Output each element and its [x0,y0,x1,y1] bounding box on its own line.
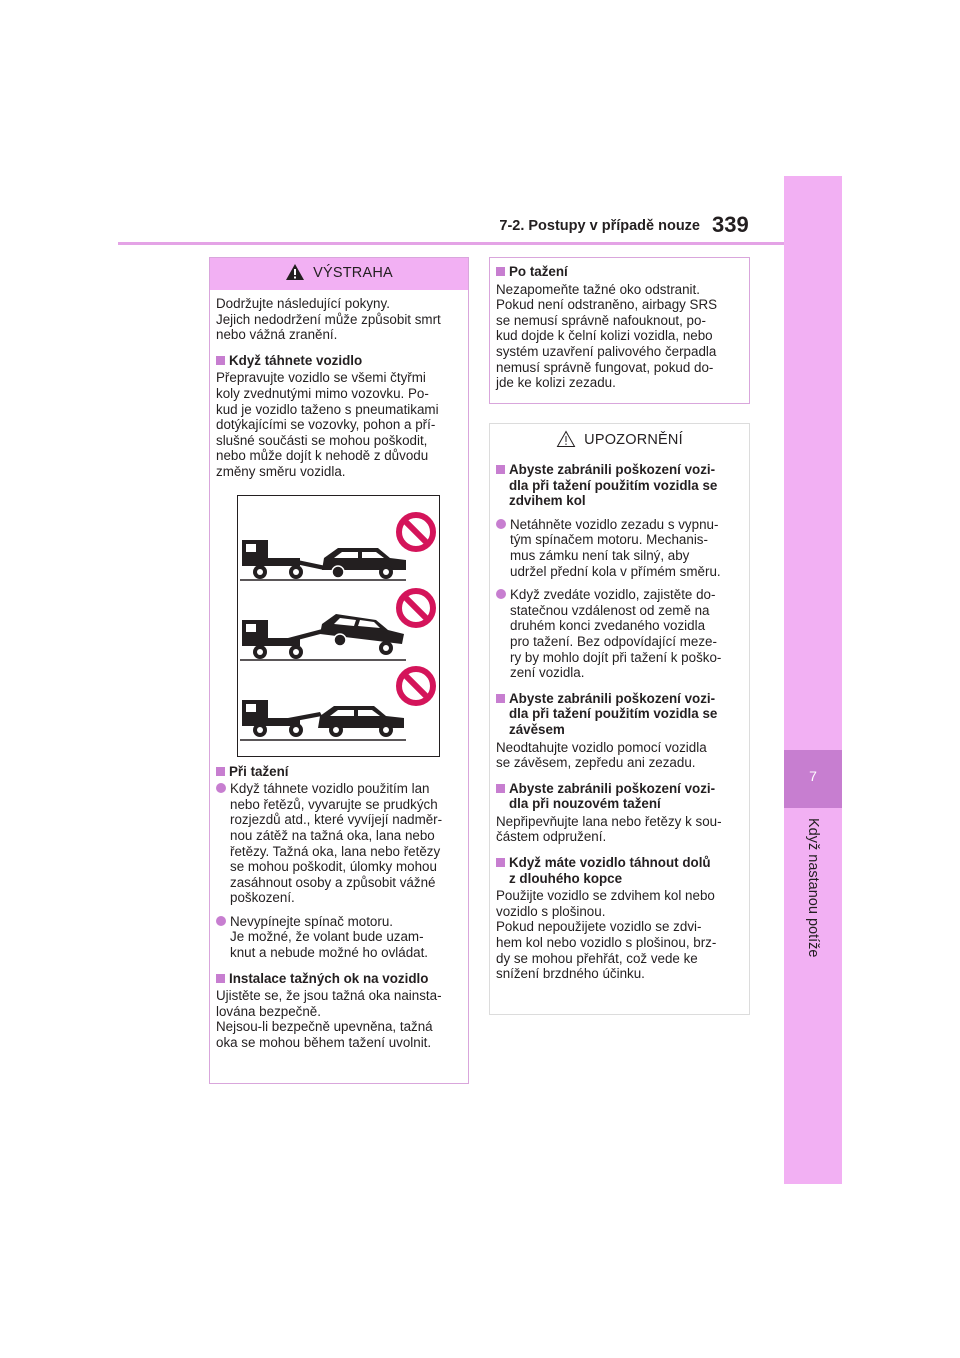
text-line: nou zátěž na tažná oka, lana nebo [230,827,435,843]
text-line: poškození. [230,890,295,906]
section-heading [216,971,462,987]
square-bullet-icon [216,767,225,776]
section-heading-text: Při tažení [229,763,289,779]
round-bullet-icon [216,783,226,793]
text-line: knut a nebude možné ho ovládat. [230,945,429,961]
heading-line: Abyste zabránili poškození vozi- [509,780,716,796]
square-bullet-icon [496,267,505,276]
text-line: Ujistěte se, že jsou tažná oka nainsta- [216,988,442,1004]
tow-row-1 [240,515,433,580]
towing-illustration [237,495,440,757]
warning-box-header [210,258,468,290]
text-line: ry by mohlo dojít při tažení k poško- [510,649,722,665]
tow-truck-icon [242,620,328,659]
tow-truck-icon [242,540,326,579]
text-line: udržel přední kola v přímém směru. [510,563,721,579]
text-line: tým spínačem motoru. Mechanis- [510,532,708,548]
text-line: Když zvedáte vozidlo, zajistěte do- [510,587,716,603]
section-heading [216,764,462,780]
text-line: nebo může dojít k nehodě z důvodu [216,448,429,464]
section-heading [496,264,743,280]
section-text [216,370,462,479]
text-line: Nezapomeňte tažné oko odstranit. [496,281,700,297]
car-icon [320,614,404,655]
text-line: mus zámku není tak silný, aby [510,547,690,563]
text-line: Pokud není odstraněno, airbagy SRS [496,297,718,313]
section-heading [216,353,462,369]
text-line: Nepřipevňujte lana nebo řetězy k sou- [496,813,722,829]
text-line: Neodtahujte vozidlo pomocí vozidla [496,739,707,755]
car-icon [318,706,404,737]
text-line: hem kol nebo vozidlo s plošinou, brz- [496,935,717,951]
car-icon [322,548,406,579]
section-text [496,814,743,845]
text-line: řetězy. Tažná oka, lana nebo řetězy [230,843,441,859]
text-line: se nemusí správně nafouknout, po- [496,312,706,328]
warning-intro-line: Jejich nedodržení může způsobit smrt [216,311,441,327]
text-line: jde ke kolizi zezadu. [496,375,616,391]
page-number: 339 [712,212,749,237]
square-bullet-icon [496,784,505,793]
square-bullet-icon [216,356,225,365]
heading-line: dla při tažení použitím vozidla se [509,477,718,493]
chapter-number: 7 [809,768,817,784]
notice-box [489,423,750,1015]
warning-intro-line: Dodržujte následující pokyny. [216,296,390,311]
bullet-item [216,781,462,906]
tow-row-3 [240,669,433,740]
text-line: kud dojde k čelní kolizi vozidla, nebo [496,328,713,344]
text-line: zení vozidla. [510,665,585,681]
round-bullet-icon [496,519,506,529]
text-line: nebo řetězů, vyvarujte se prudkých [230,796,438,812]
round-bullet-icon [216,916,226,926]
heading-line: z dlouhého kopce [509,870,623,886]
text-line: rozjezdů atd., které vyvíjejí nadměr- [230,812,443,828]
text-line: změny směru vozidla. [216,463,346,479]
text-line: dotýkajícími se vozovky, pohon a pří- [216,417,436,433]
text-line: Je možné, že volant bude uzam- [230,929,424,945]
text-line: Pokud nepoužijete vozidlo se zdvi- [496,919,702,935]
after-towing-box [489,257,750,404]
warning-triangle-icon [285,263,305,286]
bullet-item [496,587,743,681]
text-line: dy se mohou přehřát, což vede ke [496,950,698,966]
chapter-title: Když nastanou potíže [805,818,821,958]
text-line: zasáhnout osoby a způsobit vážné [230,874,436,890]
text-line: slušné součásti se mohou poškodit, [216,432,428,448]
text-line: nemusí správně fungovat, pokud do- [496,359,714,375]
text-line: Netáhněte vozidlo zezadu s vypnu- [510,516,719,532]
section-heading [496,855,743,886]
text-line: snížení brzdného účinku. [496,966,645,982]
section-text [496,282,743,391]
square-bullet-icon [216,974,225,983]
section-text [216,988,462,1050]
bullet-item [496,517,743,579]
text-line: koly zvednutými mimo vozovku. Po- [216,385,429,401]
warning-heading: VÝSTRAHA [313,265,393,282]
heading-line: dla při nouzovém tažení [509,796,661,812]
text-line: systém uzavření palivového čerpadla [496,343,717,359]
text-line: se mohou poškodit, úlomky mohou [230,859,437,875]
text-line: Když táhnete vozidlo použitím lan [230,781,430,797]
text-line: se závěsem, zepředu ani zezadu. [496,755,696,771]
warning-intro [216,296,462,343]
text-line: Přepravujte vozidlo se všemi čtyřmi [216,370,426,386]
heading-line: zdvihem kol [509,493,586,509]
notice-box-header [490,426,749,456]
bullet-item [216,914,462,961]
heading-line: Když máte vozidlo táhnout dolů [509,855,711,871]
text-line: statečnou vzdálenost od země na [510,602,710,618]
text-line: Nejsou-li bezpečně upevněna, tažná [216,1019,433,1035]
caution-triangle-icon [556,430,576,453]
notice-heading: UPOZORNĚNÍ [584,432,683,449]
tow-row-2 [240,591,433,660]
section-heading [496,691,743,738]
round-bullet-icon [496,589,506,599]
section-heading-text: Když táhnete vozidlo [229,352,363,368]
section-heading-text: Po tažení [509,264,568,279]
heading-line: Abyste zabránili poškození vozi- [509,462,716,477]
text-line: vozidlo s plošinou. [496,903,606,919]
warning-intro-line: nebo vážná zranění. [216,327,338,343]
prohibited-icon [399,591,433,625]
heading-line: dla při tažení použitím vozidla se [509,706,718,722]
prohibited-icon [399,515,433,549]
prohibited-icon [399,669,433,703]
section-heading [496,781,743,812]
text-line: lována bezpečně. [216,1003,321,1019]
chapter-side-tab [784,176,842,1184]
section-text [496,740,743,771]
square-bullet-icon [496,465,505,474]
header-divider [118,242,784,245]
tow-truck-icon [242,700,322,737]
section-heading [496,462,743,509]
text-line: Nevypínejte spínač motoru. [230,913,394,929]
section-title: 7-2. Postupy v případě nouze [499,218,700,234]
heading-line: závěsem [509,721,565,737]
heading-line: Abyste zabránili poškození vozi- [509,690,716,706]
text-line: druhém konci zvedaného vozidla [510,618,706,634]
text-line: Použijte vozidlo se zdvihem kol nebo [496,888,715,904]
square-bullet-icon [496,694,505,703]
section-text [496,888,743,982]
text-line: částem odpružení. [496,829,607,845]
text-line: pro tažení. Bez odpovídající meze- [510,633,717,649]
section-heading-text: Instalace tažných ok na vozidlo [229,970,429,986]
text-line: kud je vozidlo taženo s pneumatikami [216,401,439,417]
square-bullet-icon [496,858,505,867]
text-line: oka se mohou během tažení uvolnit. [216,1035,432,1051]
